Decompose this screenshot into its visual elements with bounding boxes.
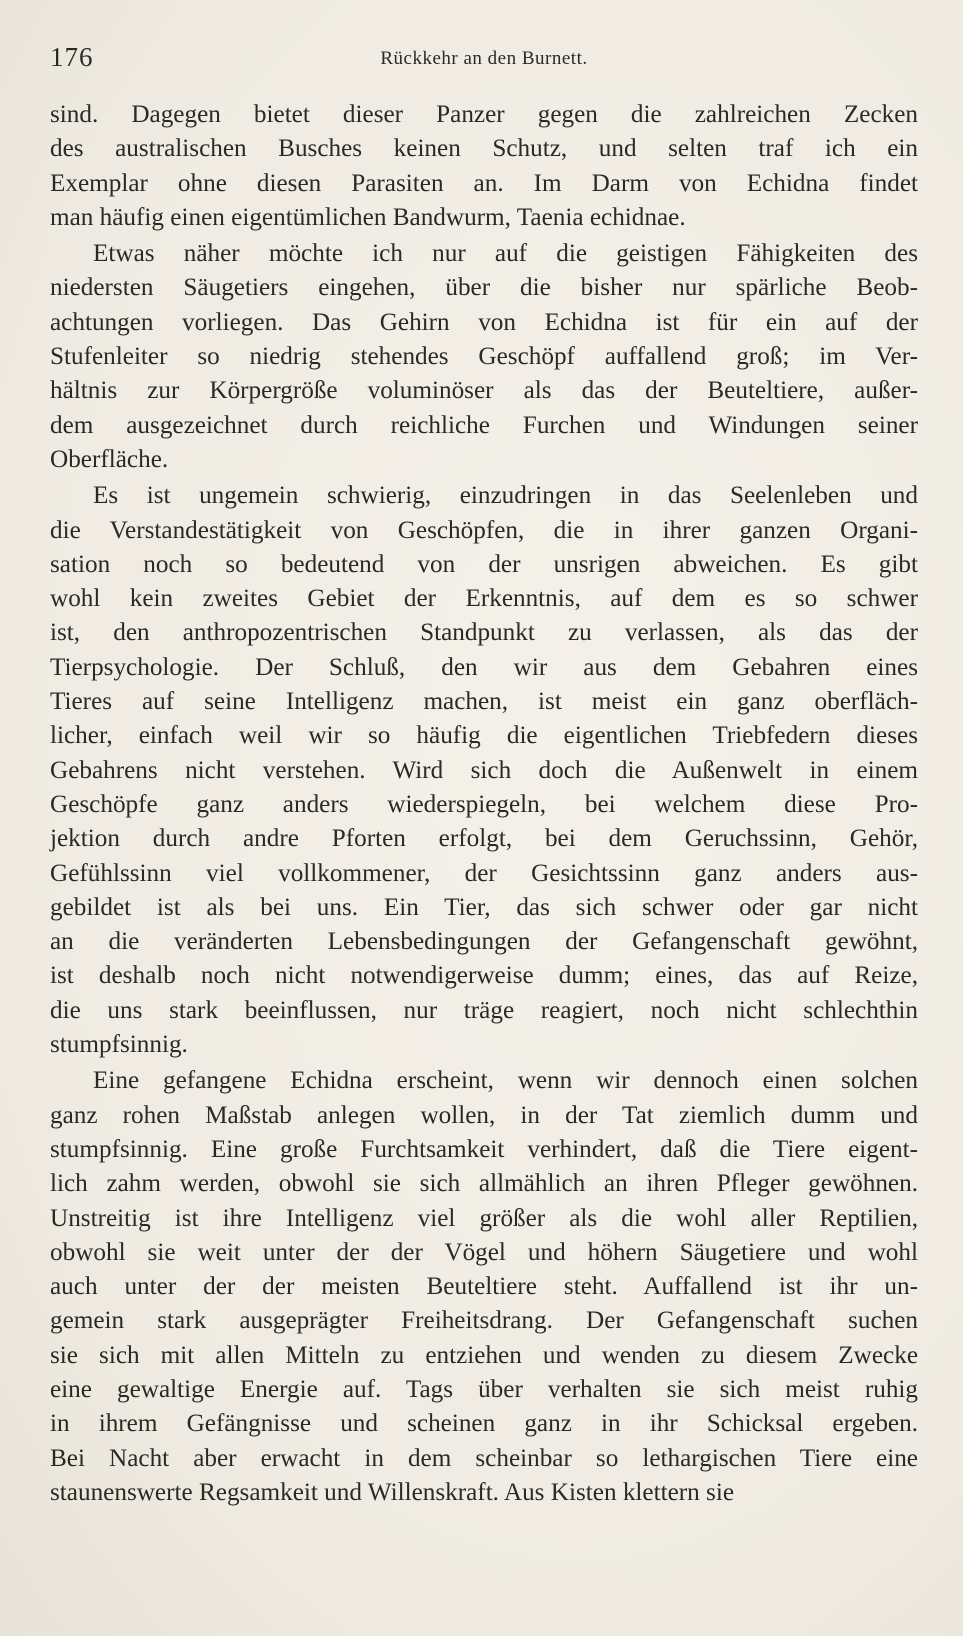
page-number: 176 (50, 42, 94, 72)
text-line: lich zahm werden, obwohl sie sich allmählich an ihren Pfleger gewöhnen. (50, 1170, 918, 1198)
text-line: Gefühlssinn viel vollkommener, der Gesichtssinn ganz anders aus- (50, 859, 918, 887)
text-line: auch unter der der meisten Beuteltiere steht. Auffallend ist ihr un- (50, 1273, 918, 1301)
text-line: in ihrem Gefängnisse und scheinen ganz in ihr Schicksal ergeben. (50, 1410, 918, 1438)
text-line: Unstreitig ist ihre Intelligenz viel größer als die wohl aller Reptilien, (50, 1204, 918, 1232)
text-line: Exemplar ohne diesen Parasiten an. Im Darm von Echidna findet (50, 169, 918, 197)
text-line: gemein stark ausgeprägter Freiheitsdrang. Der Gefangenschaft suchen (50, 1307, 918, 1335)
text-line: Tieres auf seine Intelligenz machen, ist meist ein ganz oberfläch- (50, 688, 918, 716)
text-line: die Verstandestätigkeit von Geschöpfen, die in ihrer ganzen Organi- (50, 516, 918, 544)
text-line: dem ausgezeichnet durch reichliche Furchen und Windungen seiner (50, 411, 918, 439)
text-line: staunenswerte Regsamkeit und Willenskraft. Aus Kisten klettern sie (50, 1478, 735, 1506)
page-header (50, 42, 918, 82)
text-line: Es ist ungemein schwierig, einzudringen in das Seelenleben und (93, 482, 918, 510)
text-line: Bei Nacht aber erwacht in dem scheinbar so lethargischen Tiere eine (50, 1444, 918, 1472)
text-line: jektion durch andre Pforten erfolgt, bei dem Geruchssinn, Gehör, (50, 825, 918, 853)
text-line: Gebahrens nicht verstehen. Wird sich doch die Außenwelt in einem (50, 756, 918, 784)
text-line: gebildet ist als bei uns. Ein Tier, das sich schwer oder gar nicht (50, 893, 918, 921)
text-line: wohl kein zweites Gebiet der Erkenntnis, auf dem es so schwer (50, 585, 918, 613)
text-line: ist, den anthropozentrischen Standpunkt zu verlassen, als das der (50, 619, 918, 647)
paragraph (50, 98, 918, 235)
body-text (50, 98, 918, 1510)
text-line: Geschöpfe ganz anders wiederspiegeln, bei welchem diese Pro- (50, 790, 918, 818)
text-line: hältnis zur Körpergröße voluminöser als das der Beuteltiere, außer- (50, 377, 918, 405)
text-line: des australischen Busches keinen Schutz, und selten traf ich ein (50, 135, 918, 163)
text-line: sation noch so bedeutend von der unsrigen abweichen. Es gibt (50, 550, 918, 578)
text-line: die uns stark beeinflussen, nur träge reagiert, noch nicht schlechthin (50, 996, 918, 1024)
text-line: obwohl sie weit unter der der Vögel und höhern Säugetiere und wohl (50, 1238, 918, 1266)
text-line: niedersten Säugetiers eingehen, über die bisher nur spärliche Beob- (50, 274, 918, 302)
text-line: stumpfsinnig. (50, 1031, 188, 1059)
text-line: Tierpsychologie. Der Schluß, den wir aus dem Gebahren eines (50, 653, 918, 681)
text-line: man häufig einen eigentümlichen Bandwurm, Taenia echidnae. (50, 203, 686, 231)
text-line: Etwas näher möchte ich nur auf die geistigen Fähigkeiten des (93, 240, 918, 268)
paragraph (50, 479, 918, 1062)
text-line: ist deshalb noch nicht notwendigerweise dumm; eines, das auf Reize, (50, 962, 918, 990)
paragraph (50, 237, 918, 477)
text-line: sind. Dagegen bietet dieser Panzer gegen die zahlreichen Zecken (50, 101, 918, 128)
running-title: Rückkehr an den Burnett. (380, 48, 588, 69)
paragraph (50, 1064, 918, 1510)
text-line: an die veränderten Lebensbedingungen der Gefangenschaft gewöhnt, (50, 928, 918, 956)
text-line: licher, einfach weil wir so häufig die eigentlichen Triebfedern dieses (50, 722, 918, 750)
text-line: stumpfsinnig. Eine große Furchtsamkeit verhindert, daß die Tiere eigent- (50, 1135, 918, 1163)
text-line: ganz rohen Maßstab anlegen wollen, in der Tat ziemlich dumm und (50, 1101, 918, 1129)
text-line: Oberfläche. (50, 445, 169, 473)
text-line: eine gewaltige Energie auf. Tags über verhalten sie sich meist ruhig (50, 1375, 918, 1403)
text-line: achtungen vorliegen. Das Gehirn von Echidna ist für ein auf der (50, 308, 918, 336)
text-line: Stufenleiter so niedrig stehendes Geschöpf auffallend groß; im Ver- (50, 343, 918, 371)
text-line: sie sich mit allen Mitteln zu entziehen und wenden zu diesem Zwecke (50, 1341, 918, 1369)
text-line: Eine gefangene Echidna erscheint, wenn wir dennoch einen solchen (93, 1067, 918, 1095)
